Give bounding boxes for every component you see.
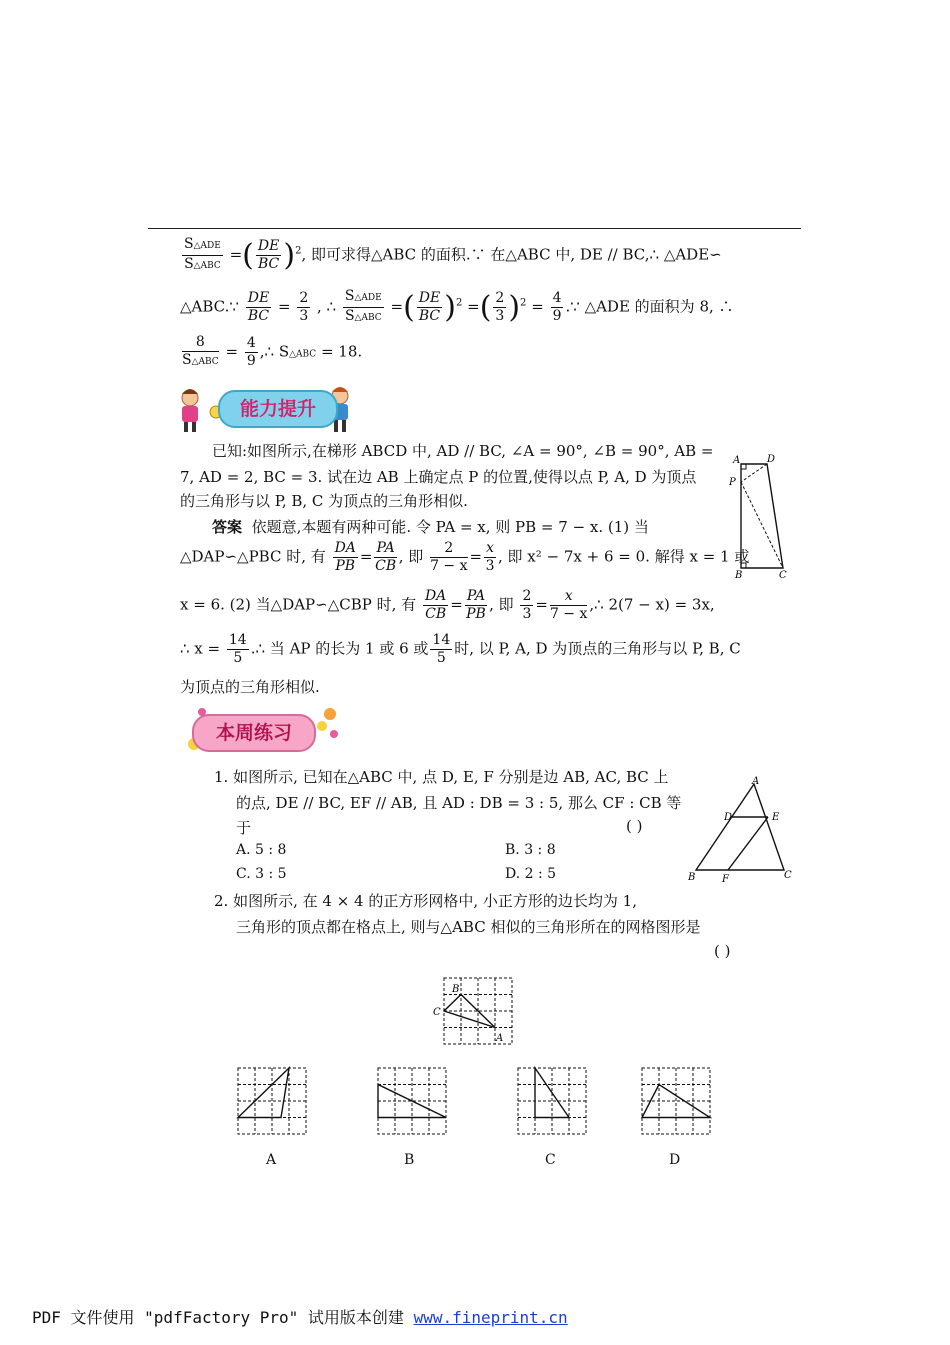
footer-text: PDF 文件使用 "pdfFactory Pro" 试用版本创建 xyxy=(32,1308,414,1327)
answer-label: 答案 xyxy=(212,518,243,536)
q1-line-3: 于 xyxy=(236,819,252,837)
q1-option-b: B. 3 : 8 xyxy=(505,842,556,858)
label-F: F xyxy=(722,874,729,884)
label-E: E xyxy=(772,812,780,823)
ability-answer-line-2: △DAP∽△PBC 时, 有 $\frac{DA}{PB}$ = $\frac{PA}{CB}$ , 即 $\frac{2}{7 - x}$ = $\frac{x}{3}$ , 即 x² − 7x + 6 = 0. 解得 x = 1 或 xyxy=(180,540,750,574)
top-rule xyxy=(148,228,801,229)
q2-option-grid-a xyxy=(236,1066,308,1136)
ability-answer-line-3: x = 6. (2) 当△DAP∽△CBP 时, 有 $\frac{DA}{CB}$ = $\frac{PA}{PB}$ , 即 $\frac{2}{3}$ = $\frac{x}{7 - x}$ ,∴ 2(7 − x) = 3x, xyxy=(180,588,715,622)
q1-line-2: 的点, DE // BC, EF // AB, 且 AD : DB = 3 : 5, 那么 CF : CB 等 xyxy=(236,794,682,812)
ability-question-line-2: 7, AD = 2, BC = 3. 试在边 AB 上确定点 P 的位置,使得以点 P, A, D 为顶点 xyxy=(180,468,697,486)
banner-ability xyxy=(218,390,338,428)
ability-answer-line-4: ∴ x = $\frac{14}{5}$ .∴ 当 AP 的长为 1 或 6 或 $\frac{14}{5}$ 时, 以 P, A, D 为顶点的三角形与以 P, B, C xyxy=(180,632,741,666)
q2-line-2: 三角形的顶点都在格点上, 则与△ABC 相似的三角形所在的网格图形是 xyxy=(236,918,701,936)
q2-option-grid-d xyxy=(640,1066,712,1136)
label-B: B xyxy=(688,872,696,883)
label-A: A xyxy=(733,455,741,466)
label-A: A xyxy=(752,776,760,787)
q1-option-a: A. 5 : 8 xyxy=(236,842,287,858)
q1-answer-paren: ( ) xyxy=(626,817,643,835)
banner-ability-label: 能力提升 xyxy=(239,398,316,420)
q2-line-1: 2. 如图所示, 在 4 × 4 的正方形网格中, 小正方形的边长均为 1, xyxy=(214,892,637,910)
solution-line-3: $\frac{8}{\text{S△ABC}}$ = $\frac{4}{9}$ ,∴ S△ABC = 18. xyxy=(182,334,363,369)
banner-weekly xyxy=(192,714,316,752)
label-C: C xyxy=(433,1007,441,1018)
pdf-footer xyxy=(32,1305,568,1328)
solution-line-2: △ABC.∵ $\frac{DE}{BC}$ = $\frac{2}{3}$ , ∴ $\frac{\text{S△ADE}}{\text{S△ABC}}$ =( $\frac{DE}{BC}$ )$^2$ =( $\frac{2}{3}$ )$^2$ = $\frac{4}{9}$ .∵ △ADE 的面积为 8, ∴ xyxy=(180,288,734,325)
ability-question-line-1: 已知:如图所示,在梯形 ABCD 中, AD // BC, ∠A = 90°, ∠B = 90°, AB = xyxy=(212,442,714,460)
ability-answer-line-1: 答案 依题意,本题有两种可能. 令 PA = x, 则 PB = 7 − x. (1) 当 xyxy=(212,518,649,536)
q2-option-grid-b xyxy=(376,1066,448,1136)
banner-weekly-label: 本周练习 xyxy=(215,722,292,744)
q2-caption-a: A xyxy=(266,1152,277,1168)
q1-triangle-figure xyxy=(688,774,798,884)
solution-line-1-text: , 即可求得△ABC 的面积.∵ 在△ABC 中, DE // BC,∴ △ADE∽ xyxy=(301,245,722,264)
ability-question-line-3: 的三角形与以 P, B, C 为顶点的三角形相似. xyxy=(180,492,468,510)
ability-answer-line-5: 为顶点的三角形相似. xyxy=(180,678,320,696)
de-bc-fraction: $\frac{DE}{BC}$ xyxy=(257,238,280,272)
q2-caption-b: B xyxy=(404,1152,415,1168)
q2-answer-paren: ( ) xyxy=(714,942,731,960)
label-D: D xyxy=(767,454,776,465)
label-C: C xyxy=(779,570,787,581)
footer-link[interactable]: www.fineprint.cn xyxy=(413,1308,568,1327)
label-B: B xyxy=(735,570,743,581)
q2-caption-d: D xyxy=(669,1152,681,1168)
trapezoid-figure xyxy=(725,450,795,585)
q2-caption-c: C xyxy=(545,1152,556,1168)
label-C: C xyxy=(784,870,792,881)
q1-line-1: 1. 如图所示, 已知在△ABC 中, 点 D, E, F 分别是边 AB, AC, BC 上 xyxy=(214,768,669,786)
q1-option-d: D. 2 : 5 xyxy=(505,866,557,882)
label-P: P xyxy=(729,477,736,488)
label-D: D xyxy=(724,812,733,823)
q1-option-c: C. 3 : 5 xyxy=(236,866,287,882)
label-A: A xyxy=(496,1033,504,1044)
q2-main-grid-figure xyxy=(430,974,520,1048)
solution-line-1: $\frac{\text{S△ADE}}{\text{S△ABC}}$ =( $\frac{DE}{BC}$ )$^2$, 即可求得△ABC 的面积.∵ 在△ABC 中, DE // BC,∴ △ADE∽ xyxy=(184,236,722,273)
label-B: B xyxy=(452,984,460,995)
area-ratio-fraction: $\frac{\text{S△ADE}}{\text{S△ABC}}$ xyxy=(184,236,221,272)
q2-option-grid-c xyxy=(516,1066,588,1136)
